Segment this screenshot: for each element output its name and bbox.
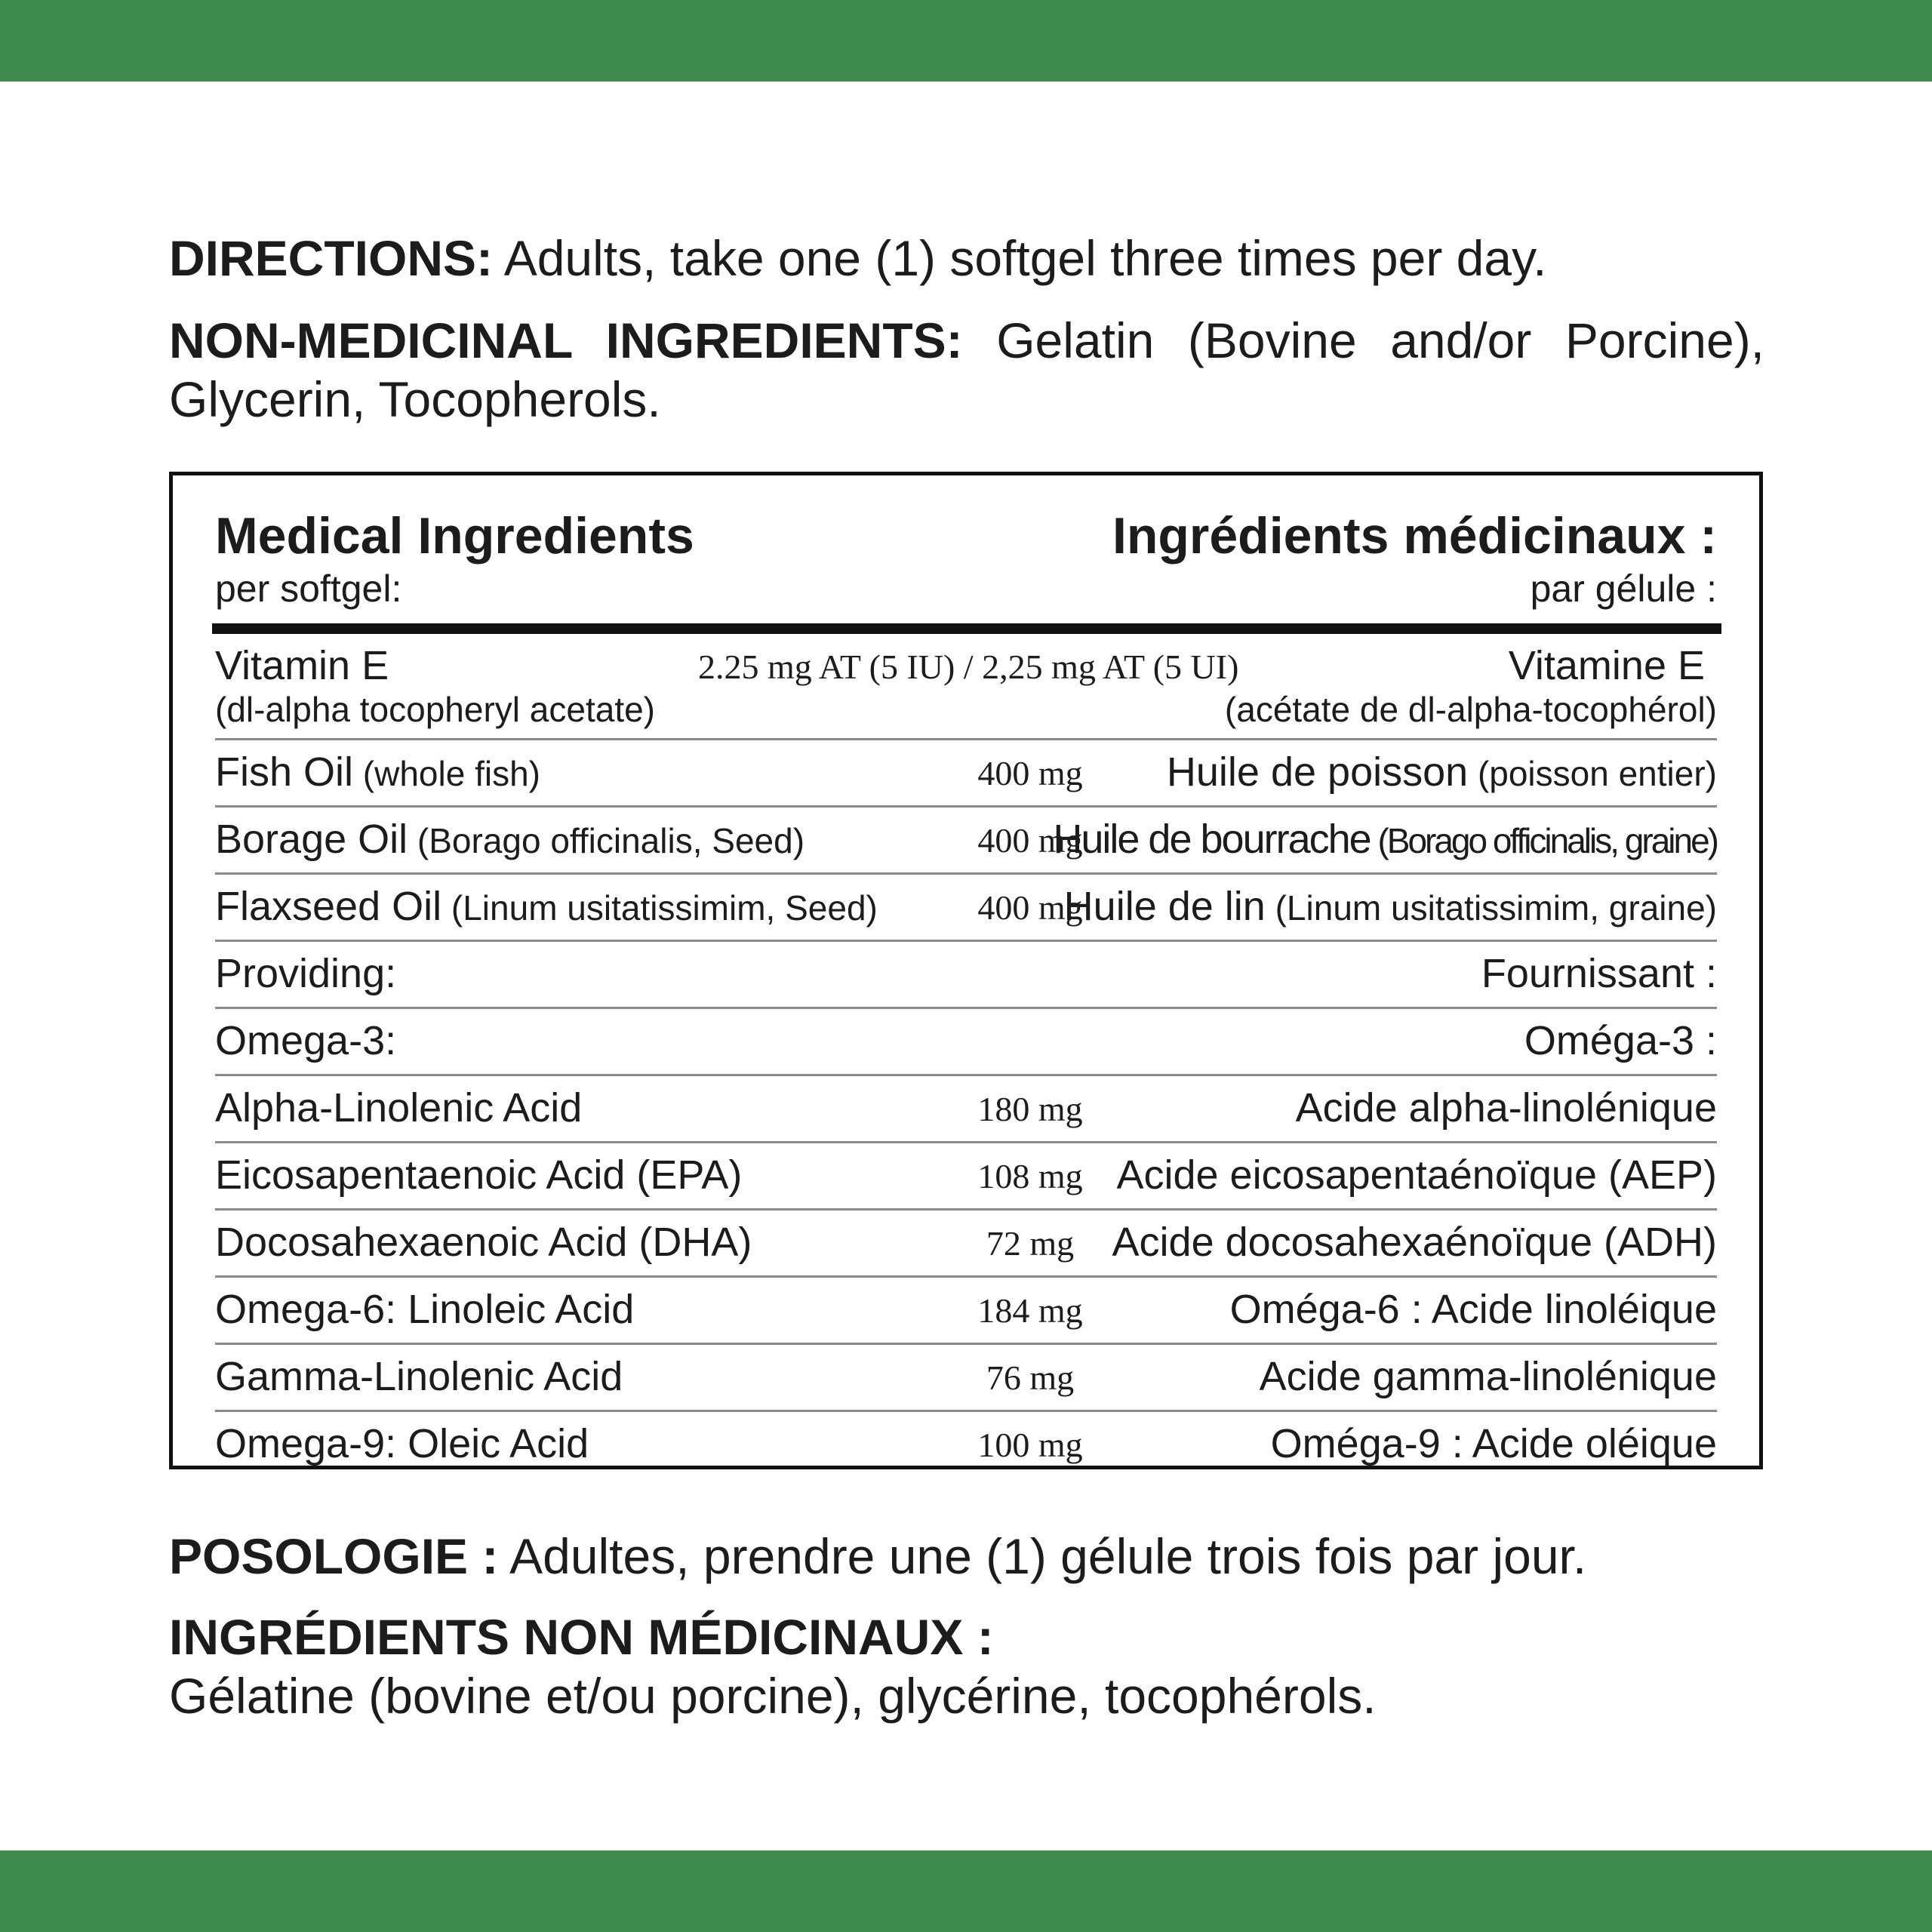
posologie [169,1527,1764,1586]
ingredient-amount: 108 mg [977,1157,1083,1195]
ingredient-name-fr: Huile de poisson (poisson entier) [1166,749,1717,795]
ingredient-source-en: (dl-alpha tocopheryl acetate) [215,690,655,729]
ingredient-rows [215,634,1717,1477]
ingredient-name-en: Alpha-Linolenic Acid [215,1085,583,1131]
ingredient-amount: 2.25 mg AT (5 IU) / 2,25 mg AT (5 UI) [698,648,1239,686]
ingredient-name-en: Flaxseed Oil (Linum usitatissimim, Seed) [215,884,878,929]
header-left-subtitle: per softgel: [215,568,402,610]
non-medicinal-label: NON-MEDICINAL INGREDIENTS: [169,312,963,368]
header-left-title: Medical Ingredients [215,507,694,565]
non-medicinaux-text: Gélatine (bovine et/ou porcine), glycérine, tocophérols. [169,1668,1377,1724]
ingredient-amount: 400 mg [977,888,1083,927]
posologie-text: Adultes, prendre une (1) gélule trois fois par jour. [498,1528,1587,1584]
ingredient-name-fr: Huile de lin (Linum usitatissimim, graine) [1063,884,1717,929]
ingredient-name-fr: Vitamine E [1508,643,1705,688]
ingredient-row [215,740,1717,808]
ingredient-amount: 400 mg [977,754,1083,792]
header-right-title: Ingrédients médicinaux : [1112,507,1717,565]
header-right-subtitle: par gélule : [1530,568,1717,610]
header-left [215,504,694,610]
ingredient-name-en: Docosahexaenoic Acid (DHA) [215,1220,752,1265]
ingredient-row [215,1009,1717,1076]
ingredient-row [215,1076,1717,1143]
ingredient-amount: 400 mg [977,821,1083,860]
ingredient-name-en: Gamma-Linolenic Acid [215,1354,623,1399]
ingredient-row [215,875,1717,942]
ingredient-name-fr: Oméga-9 : Acide oléique [1270,1421,1717,1466]
ingredient-row [215,1412,1717,1477]
ingredient-row [215,942,1717,1009]
ingredient-row-vitamin-e [215,634,1717,740]
ingredient-name-fr: Oméga-6 : Acide linoléique [1229,1287,1717,1332]
header-right [1112,504,1717,610]
ingredient-amount: 72 mg [986,1224,1075,1263]
ingredient-amount: 100 mg [977,1426,1083,1464]
ingredient-name-en: Fish Oil (whole fish) [215,749,540,795]
directions [169,229,1764,288]
ingredient-name-fr: Acide gamma-linolénique [1259,1354,1717,1399]
ingredient-name-en: Vitamin E [215,643,389,688]
non-medicinal-text: Gelatin (Bovine and/or Porcine), Glycerin, Tocopherols. [169,312,1765,427]
ingredient-name-fr: Acide eicosapentaénoïque (AEP) [1116,1152,1717,1198]
ingredient-name-en: Borage Oil (Borago officinalis, Seed) [215,817,805,862]
ingredient-name-en: Omega-6: Linoleic Acid [215,1287,635,1332]
ingredients-panel [169,472,1763,1469]
bottom-band [0,1850,1932,1932]
non-medicinal-ingredients [169,311,1764,429]
header-divider [212,623,1721,634]
directions-text: Adults, take one (1) softgel three times per day. [493,230,1547,286]
ingredient-name-fr: Fournissant : [1481,951,1717,996]
ingredient-row [215,1278,1717,1345]
ingredient-amount: 184 mg [977,1291,1083,1330]
directions-label: DIRECTIONS: [169,230,493,286]
ingredient-row [215,1143,1717,1211]
ingredients-non-medicinaux [169,1607,1764,1725]
ingredient-name-en: Providing: [215,951,397,996]
ingredient-source-fr: (acétate de dl-alpha-tocophérol) [1224,690,1717,729]
ingredient-name-fr: Huile de bourrache (Borago officinalis, graine) [1053,817,1717,862]
ingredient-row [215,1211,1717,1278]
ingredient-name-fr: Acide docosahexaénoïque (ADH) [1112,1220,1717,1265]
non-medicinaux-label: INGRÉDIENTS NON MÉDICINAUX : [169,1609,994,1665]
ingredient-name-en: Omega-9: Oleic Acid [215,1421,589,1466]
ingredient-name-fr: Acide alpha-linolénique [1295,1085,1717,1131]
top-band [0,0,1932,82]
ingredient-name-fr: Oméga-3 : [1524,1018,1717,1063]
ingredient-amount: 180 mg [977,1090,1083,1128]
ingredient-amount: 76 mg [986,1358,1075,1397]
ingredient-name-en: Eicosapentaenoic Acid (EPA) [215,1152,743,1198]
ingredient-name-en: Omega-3: [215,1018,397,1063]
ingredient-row [215,808,1717,875]
posologie-label: POSOLOGIE : [169,1528,499,1584]
ingredient-row [215,1345,1717,1412]
